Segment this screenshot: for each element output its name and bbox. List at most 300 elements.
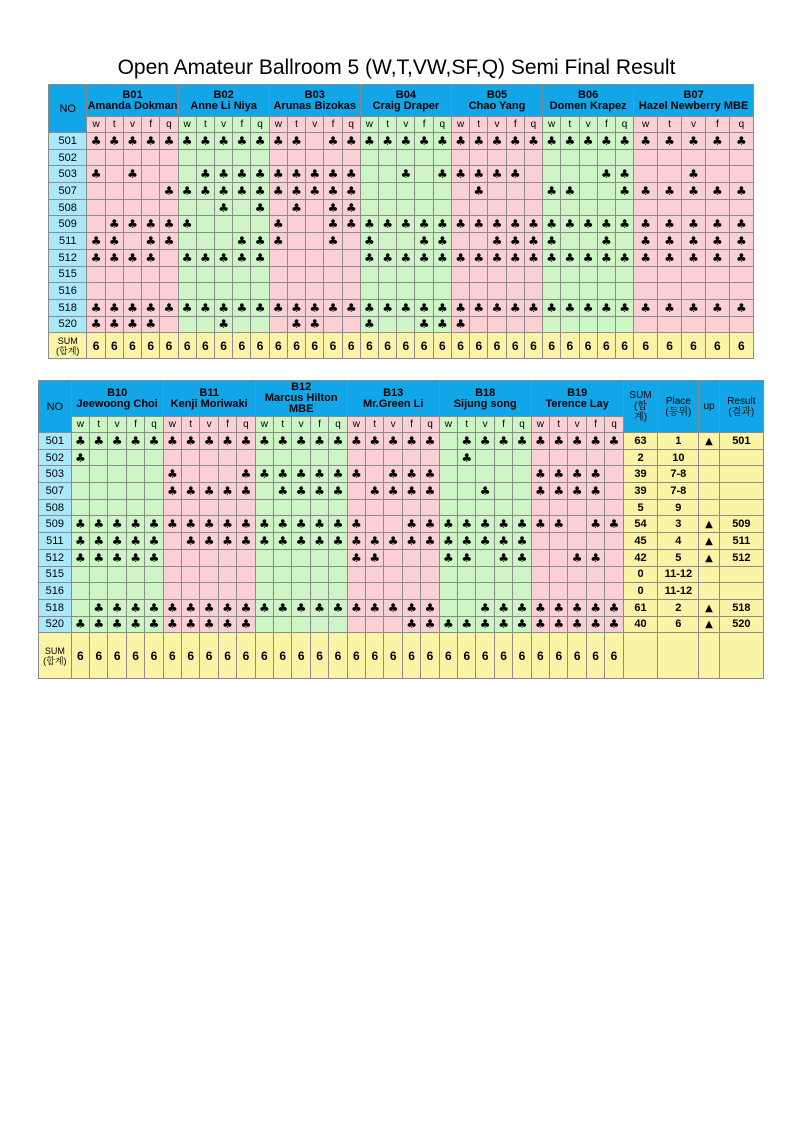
mark-cell: ♣ (287, 316, 305, 333)
mark-cell: ♣ (142, 233, 160, 250)
mark-cell: ♣ (384, 466, 402, 483)
mark-cell: ♣ (306, 316, 324, 333)
result (719, 566, 763, 583)
result (719, 499, 763, 516)
mark-cell (126, 499, 144, 516)
result (719, 466, 763, 483)
dance-header: f (142, 117, 160, 133)
mark-cell (255, 483, 273, 500)
sum-value: 6 (402, 633, 420, 679)
mark-cell (705, 166, 729, 183)
mark-cell: ♣ (200, 483, 218, 500)
mark-cell (108, 449, 126, 466)
mark-cell (384, 449, 402, 466)
mark-cell: ♣ (126, 433, 144, 450)
mark-cell: ♣ (561, 133, 579, 150)
place-header: Place (등위) (658, 381, 699, 433)
mark-cell (384, 516, 402, 533)
mark-cell (402, 449, 420, 466)
mark-cell: ♣ (87, 249, 105, 266)
mark-cell: ♣ (605, 433, 623, 450)
mark-cell: ♣ (255, 466, 273, 483)
mark-cell: ♣ (729, 233, 753, 250)
mark-cell: ♣ (90, 516, 108, 533)
mark-cell (705, 283, 729, 300)
results-table-2 (38, 380, 764, 679)
mark-cell: ♣ (347, 599, 365, 616)
mark-cell (160, 149, 178, 166)
mark-cell (366, 466, 384, 483)
mark-cell (579, 149, 597, 166)
mark-cell (488, 199, 506, 216)
mark-cell: ♣ (233, 299, 251, 316)
mark-cell: ♣ (237, 599, 255, 616)
sum-blank (658, 633, 699, 679)
mark-cell (182, 449, 200, 466)
mark-cell (71, 499, 89, 516)
mark-cell: ♣ (550, 483, 568, 500)
mark-cell (123, 233, 141, 250)
mark-cell: ♣ (163, 483, 181, 500)
mark-cell (439, 566, 457, 583)
mark-cell: ♣ (366, 599, 384, 616)
sum-value: 6 (682, 333, 706, 359)
mark-cell: ♣ (543, 133, 561, 150)
mark-cell (568, 499, 586, 516)
mark-cell (433, 183, 451, 200)
mark-cell (105, 183, 123, 200)
mark-cell (178, 166, 196, 183)
mark-cell (310, 499, 328, 516)
up-indicator (699, 433, 719, 450)
mark-cell: ♣ (233, 249, 251, 266)
sum-value: 6 (142, 333, 160, 359)
mark-cell: ♣ (215, 199, 233, 216)
couple-number: 520 (49, 316, 87, 333)
mark-cell: ♣ (310, 599, 328, 616)
mark-cell: ♣ (421, 516, 439, 533)
mark-cell (550, 533, 568, 550)
mark-cell: ♣ (470, 166, 488, 183)
place: 5 (658, 549, 699, 566)
mark-cell (605, 533, 623, 550)
dance-header: v (488, 117, 506, 133)
mark-cell (255, 549, 273, 566)
mark-cell: ♣ (178, 299, 196, 316)
mark-cell (634, 283, 658, 300)
dance-header: f (324, 117, 342, 133)
mark-cell: ♣ (163, 516, 181, 533)
mark-cell: ♣ (415, 133, 433, 150)
couple-number: 512 (39, 549, 72, 566)
mark-cell: ♣ (274, 433, 292, 450)
mark-cell (274, 549, 292, 566)
mark-cell (142, 149, 160, 166)
mark-cell: ♣ (274, 533, 292, 550)
table-row (49, 199, 754, 216)
mark-cell (586, 566, 604, 583)
mark-cell: ♣ (705, 133, 729, 150)
mark-cell: ♣ (237, 516, 255, 533)
mark-cell: ♣ (342, 199, 360, 216)
mark-cell: ♣ (531, 433, 549, 450)
mark-cell (550, 566, 568, 583)
mark-cell: ♣ (269, 216, 287, 233)
mark-cell: ♣ (397, 299, 415, 316)
place: 6 (658, 616, 699, 633)
mark-cell: ♣ (494, 599, 512, 616)
sum-value: 6 (615, 333, 633, 359)
dance-header: v (292, 417, 310, 433)
mark-cell: ♣ (579, 299, 597, 316)
place: 11-12 (658, 566, 699, 583)
mark-cell (379, 149, 397, 166)
mark-cell (550, 583, 568, 600)
mark-cell (488, 149, 506, 166)
couple-number: 515 (49, 266, 87, 283)
mark-cell (458, 583, 476, 600)
mark-cell: ♣ (524, 249, 542, 266)
up-indicator (699, 599, 719, 616)
mark-cell (379, 283, 397, 300)
mark-cell: ♣ (506, 233, 524, 250)
mark-cell: ♣ (579, 249, 597, 266)
up-indicator (699, 566, 719, 583)
mark-cell: ♣ (705, 233, 729, 250)
mark-cell: ♣ (145, 516, 163, 533)
mark-cell (579, 266, 597, 283)
up-indicator (699, 533, 719, 550)
mark-cell: ♣ (586, 516, 604, 533)
mark-cell (415, 266, 433, 283)
mark-cell: ♣ (488, 249, 506, 266)
mark-cell (451, 233, 469, 250)
mark-cell (126, 483, 144, 500)
sum-header: SUM (합 계) (623, 381, 658, 433)
sum-value: 6 (196, 333, 214, 359)
mark-cell (292, 549, 310, 566)
place: 10 (658, 449, 699, 466)
mark-cell (218, 566, 236, 583)
mark-cell: ♣ (451, 316, 469, 333)
mark-cell (360, 183, 378, 200)
mark-cell (397, 149, 415, 166)
mark-cell: ♣ (476, 616, 494, 633)
mark-cell (458, 483, 476, 500)
dance-header: t (561, 117, 579, 133)
sum-value: 6 (126, 633, 144, 679)
mark-cell: ♣ (178, 249, 196, 266)
mark-cell: ♣ (366, 549, 384, 566)
mark-cell: ♣ (142, 299, 160, 316)
mark-cell: ♣ (142, 133, 160, 150)
mark-cell (488, 183, 506, 200)
mark-cell: ♣ (488, 299, 506, 316)
mark-cell: ♣ (342, 133, 360, 150)
mark-cell (451, 199, 469, 216)
judge-header-b04: B04 Craig Draper (360, 85, 451, 117)
mark-cell: ♣ (105, 249, 123, 266)
dance-header: w (360, 117, 378, 133)
up-indicator (699, 483, 719, 500)
mark-cell (360, 199, 378, 216)
mark-cell: ♣ (182, 516, 200, 533)
mark-cell (182, 466, 200, 483)
sum-value: 6 (384, 633, 402, 679)
mark-cell: ♣ (550, 466, 568, 483)
mark-cell: ♣ (251, 233, 269, 250)
mark-cell (379, 316, 397, 333)
mark-cell (634, 266, 658, 283)
up-indicator (699, 449, 719, 466)
mark-cell: ♣ (218, 533, 236, 550)
mark-cell (543, 316, 561, 333)
mark-cell (615, 233, 633, 250)
mark-cell: ♣ (90, 433, 108, 450)
mark-cell: ♣ (634, 233, 658, 250)
mark-cell: ♣ (196, 299, 214, 316)
mark-cell: ♣ (71, 533, 89, 550)
mark-cell: ♣ (597, 249, 615, 266)
mark-cell (506, 199, 524, 216)
mark-cell (87, 216, 105, 233)
mark-cell: ♣ (310, 516, 328, 533)
mark-cell: ♣ (108, 516, 126, 533)
mark-cell (568, 583, 586, 600)
table-row (49, 316, 754, 333)
mark-cell (310, 549, 328, 566)
dance-header: f (218, 417, 236, 433)
dance-header: t (182, 417, 200, 433)
dance-header: q (329, 417, 347, 433)
mark-cell: ♣ (215, 316, 233, 333)
mark-cell (178, 199, 196, 216)
up-header: up (699, 381, 719, 433)
mark-cell (439, 599, 457, 616)
sum-value: 6 (568, 633, 586, 679)
mark-cell: ♣ (90, 599, 108, 616)
sum-value: 6 (360, 333, 378, 359)
place: 1 (658, 433, 699, 450)
mark-cell: ♣ (705, 183, 729, 200)
dance-header: t (287, 117, 305, 133)
mark-cell: ♣ (451, 299, 469, 316)
dance-header: q (513, 417, 531, 433)
table-row (49, 166, 754, 183)
mark-cell (255, 566, 273, 583)
mark-cell (605, 483, 623, 500)
mark-cell: ♣ (182, 483, 200, 500)
mark-cell: ♣ (105, 299, 123, 316)
mark-cell: ♣ (269, 133, 287, 150)
mark-cell (196, 266, 214, 283)
mark-cell (274, 583, 292, 600)
mark-cell: ♣ (729, 249, 753, 266)
mark-cell (513, 583, 531, 600)
dance-header: v (682, 117, 706, 133)
mark-cell (561, 199, 579, 216)
mark-cell (218, 499, 236, 516)
mark-cell (200, 566, 218, 583)
mark-cell (90, 566, 108, 583)
mark-cell (568, 516, 586, 533)
dance-header: t (550, 417, 568, 433)
dance-header: v (215, 117, 233, 133)
mark-cell: ♣ (292, 516, 310, 533)
mark-cell: ♣ (433, 166, 451, 183)
mark-cell (568, 566, 586, 583)
mark-cell (218, 449, 236, 466)
mark-cell (439, 499, 457, 516)
mark-cell (494, 583, 512, 600)
mark-cell (108, 466, 126, 483)
mark-cell: ♣ (274, 599, 292, 616)
mark-cell: ♣ (126, 599, 144, 616)
mark-cell: ♣ (513, 433, 531, 450)
mark-cell (218, 583, 236, 600)
mark-cell (200, 449, 218, 466)
judge-header-b03: B03 Arunas Bizokas (269, 85, 360, 117)
mark-cell (494, 449, 512, 466)
sum-value: 6 (237, 633, 255, 679)
mark-cell: ♣ (397, 133, 415, 150)
mark-cell: ♣ (366, 533, 384, 550)
mark-cell (543, 283, 561, 300)
dance-header: v (568, 417, 586, 433)
mark-cell (237, 449, 255, 466)
dance-header: f (705, 117, 729, 133)
sum-value: 6 (421, 633, 439, 679)
mark-cell: ♣ (310, 433, 328, 450)
mark-cell (163, 499, 181, 516)
mark-cell (324, 149, 342, 166)
sum-value: 6 (324, 333, 342, 359)
mark-cell: ♣ (251, 299, 269, 316)
sum-value: 6 (705, 333, 729, 359)
mark-cell (237, 566, 255, 583)
mark-cell (90, 499, 108, 516)
mark-cell: ♣ (142, 316, 160, 333)
mark-cell (178, 283, 196, 300)
mark-cell (579, 233, 597, 250)
sum-value: 6 (531, 633, 549, 679)
dance-header: q (145, 417, 163, 433)
mark-cell (105, 166, 123, 183)
mark-cell (513, 483, 531, 500)
mark-cell: ♣ (506, 299, 524, 316)
mark-cell: ♣ (488, 133, 506, 150)
table-row (49, 149, 754, 166)
mark-cell (360, 266, 378, 283)
mark-cell (215, 216, 233, 233)
mark-cell: ♣ (215, 183, 233, 200)
table-row (39, 566, 764, 583)
mark-cell: ♣ (513, 516, 531, 533)
mark-cell (123, 183, 141, 200)
mark-cell (634, 166, 658, 183)
sum-value: 6 (306, 333, 324, 359)
mark-cell: ♣ (458, 433, 476, 450)
mark-cell: ♣ (255, 599, 273, 616)
couple-number: 520 (39, 616, 72, 633)
dance-header: q (524, 117, 542, 133)
mark-cell: ♣ (597, 133, 615, 150)
mark-cell (182, 566, 200, 583)
mark-cell (90, 449, 108, 466)
mark-cell (476, 449, 494, 466)
place: 4 (658, 533, 699, 550)
total-sum: 0 (623, 566, 658, 583)
mark-cell: ♣ (123, 249, 141, 266)
mark-cell: ♣ (306, 183, 324, 200)
sum-value: 6 (269, 333, 287, 359)
sum-value: 6 (494, 633, 512, 679)
dance-header: v (476, 417, 494, 433)
mark-cell (269, 266, 287, 283)
mark-cell: ♣ (126, 533, 144, 550)
mark-cell (439, 583, 457, 600)
mark-cell: ♣ (251, 166, 269, 183)
mark-cell (615, 283, 633, 300)
mark-cell: ♣ (145, 616, 163, 633)
mark-cell (142, 199, 160, 216)
mark-cell: ♣ (251, 199, 269, 216)
mark-cell: ♣ (126, 616, 144, 633)
mark-cell (123, 266, 141, 283)
mark-cell: ♣ (513, 599, 531, 616)
mark-cell: ♣ (433, 233, 451, 250)
mark-cell: ♣ (274, 466, 292, 483)
sum-value: 6 (506, 333, 524, 359)
mark-cell (292, 449, 310, 466)
mark-cell (126, 583, 144, 600)
mark-cell (269, 149, 287, 166)
mark-cell: ♣ (531, 516, 549, 533)
mark-cell (568, 533, 586, 550)
no-header: NO (39, 381, 72, 433)
sum-value: 6 (561, 333, 579, 359)
mark-cell: ♣ (251, 133, 269, 150)
mark-cell (269, 199, 287, 216)
mark-cell: ♣ (366, 483, 384, 500)
mark-cell: ♣ (233, 133, 251, 150)
mark-cell: ♣ (255, 516, 273, 533)
mark-cell (71, 583, 89, 600)
mark-cell (451, 149, 469, 166)
sum-value: 6 (458, 633, 476, 679)
mark-cell (196, 216, 214, 233)
mark-cell: ♣ (71, 516, 89, 533)
mark-cell (605, 449, 623, 466)
mark-cell (90, 583, 108, 600)
no-header: NO (49, 85, 87, 133)
mark-cell (347, 499, 365, 516)
mark-cell (200, 499, 218, 516)
mark-cell: ♣ (415, 316, 433, 333)
mark-cell (233, 316, 251, 333)
mark-cell: ♣ (550, 616, 568, 633)
mark-cell (543, 149, 561, 166)
mark-cell: ♣ (658, 183, 682, 200)
mark-cell: ♣ (160, 233, 178, 250)
mark-cell (178, 149, 196, 166)
mark-cell (513, 499, 531, 516)
sum-value: 6 (439, 633, 457, 679)
mark-cell (524, 183, 542, 200)
mark-cell: ♣ (90, 616, 108, 633)
mark-cell (160, 249, 178, 266)
mark-cell (87, 199, 105, 216)
